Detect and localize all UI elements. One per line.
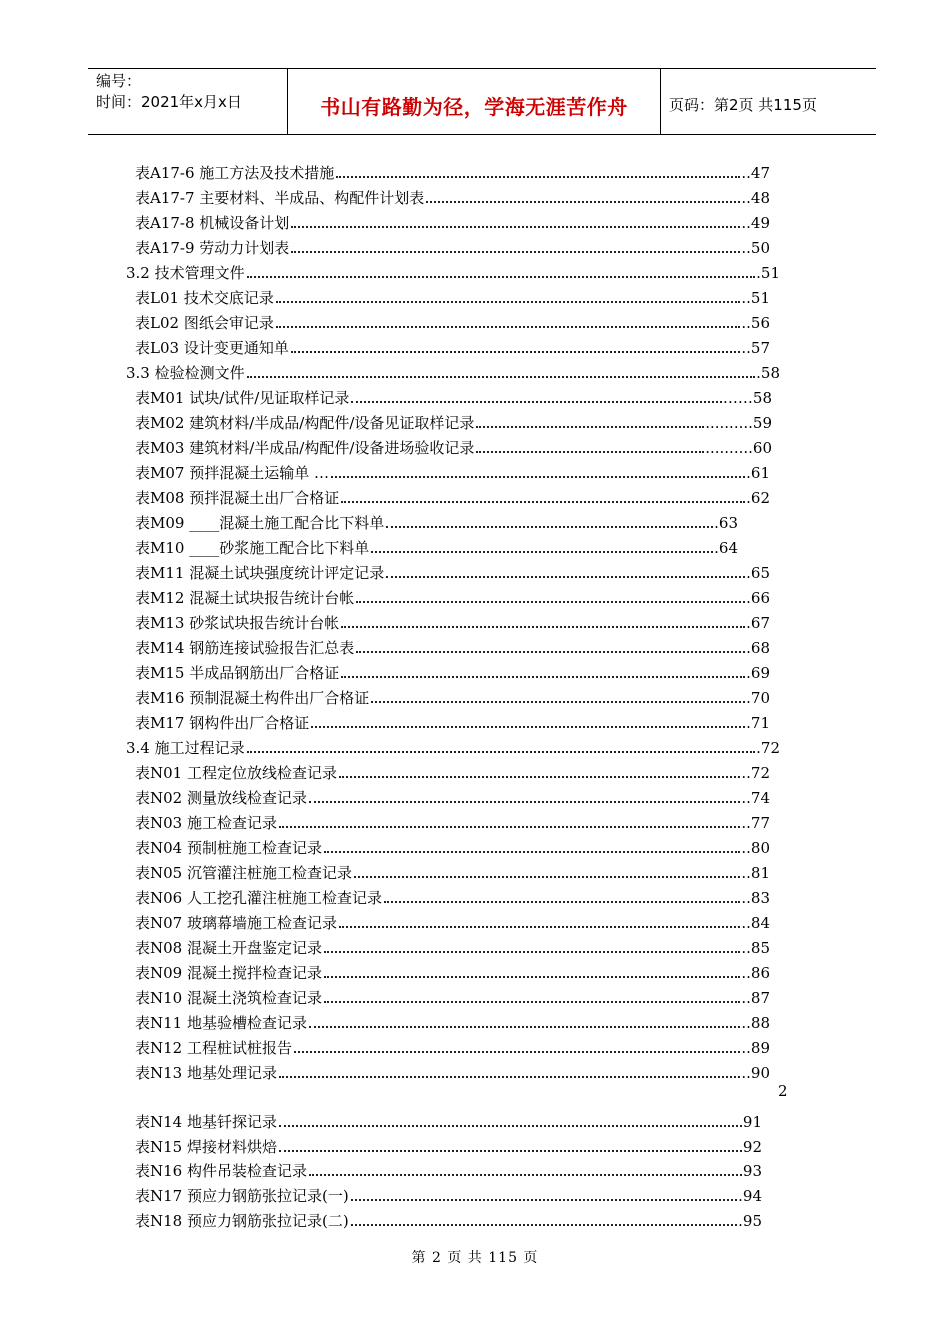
toc-leader-dots [384,901,740,903]
toc-entry-page: .62 [746,489,770,507]
toc-entry-page: .65 [746,564,770,582]
toc-entry [135,410,772,432]
toc-entry-page: ..80 [741,839,770,857]
toc-entry-page: ..90 [741,1064,770,1082]
toc-entry-label: 表N07 玻璃幕墙施工检查记录 [135,914,337,932]
toc-entry [135,1208,762,1230]
toc-leader-dots [351,1199,737,1201]
toc-entry-page: .69 [746,664,770,682]
toc-entry-label: 表N05 沉管灌注桩施工检查记录 [135,864,352,882]
toc-entry-label: 表N11 地基验槽检查记录 [135,1014,307,1032]
toc-entry [135,460,770,482]
page-number: 2 [778,1082,788,1100]
toc-leader-dots [341,501,745,503]
toc-entry [135,435,772,457]
toc-entry-page: .63 [714,514,738,532]
toc-leader-dots [324,851,740,853]
toc-entry-label: 3.4 施工过程记录 [126,739,245,757]
toc-entry [135,1158,762,1180]
toc-leader-dots [309,1026,740,1028]
toc-entry-page: ..48 [741,189,770,207]
toc-entry [135,935,770,957]
toc-leader-dots [371,551,713,553]
toc-leader-dots [291,251,740,253]
toc-leader-dots [291,226,740,228]
toc-entry-label: 表M12 混凝土试块报告统计台帐 [135,589,355,607]
toc-leader-dots [276,301,741,303]
toc-leader-dots [336,176,740,178]
toc-entry-page: ..47 [741,164,770,182]
toc-entry-page: .70 [746,689,770,707]
toc-leader-dots [339,926,740,928]
toc-entry [135,210,770,232]
toc-entry-label: 表N09 混凝土搅拌检查记录 [135,964,322,982]
toc-leader-dots [386,526,713,528]
toc-entry-label: 表N14 地基钎探记录 [135,1113,277,1131]
toc-entry-label: 表N10 混凝土浇筑检查记录 [135,989,322,1007]
toc-entry-page: .66 [746,589,770,607]
toc-leader-dots [311,726,745,728]
toc-entry-page: .58 [756,364,780,382]
header-page-cell [661,69,876,134]
motto-text: 书山有路勤为径，学海无涯苦作舟 [320,95,628,119]
toc-entry-page: .67 [746,614,770,632]
toc-entry [135,610,770,632]
toc-entry-label: 表N17 预应力钢筋张拉记录(一) [135,1187,349,1205]
toc-entry [135,1035,770,1057]
page-info: 页码：第2页 共115页 [669,96,817,114]
toc-entry-label: 表N01 工程定位放线检查记录 [135,764,337,782]
toc-entry [135,1060,770,1082]
toc-entry [126,735,780,757]
toc-entry-page: ..81 [741,864,770,882]
toc-entry [135,985,770,1007]
toc-leader-dots [279,1076,740,1078]
toc-entry-page: ..89 [741,1039,770,1057]
toc-entry-label: 表M02 建筑材料/半成品/构配件/设备见证取样记录 [135,414,475,432]
toc-entry-page: 93 [742,1162,762,1180]
toc-entry-page: ..83 [741,889,770,907]
toc-entry-label: 表A17-8 机械设备计划 [135,214,290,232]
toc-leader-dots [247,376,756,378]
toc-entry-label: 表L03 设计变更通知单 [135,339,289,357]
toc-leader-dots [476,451,704,453]
header-table [88,68,876,135]
toc-entry [135,310,770,332]
toc-entry [135,185,770,207]
toc-leader-dots [247,276,756,278]
toc-leader-dots [247,751,756,753]
toc-leader-dots [356,601,745,603]
toc-entry-page: .95 [738,1212,762,1230]
toc-entry [135,560,770,582]
toc-entry-label: 表M08 预拌混凝土出厂合格证 [135,489,340,507]
header-left-cell [88,69,288,134]
toc-leader-dots [339,776,740,778]
toc-entry [135,535,738,557]
toc-entry-label: 表M11 混凝土试块强度统计评定记录 [135,564,385,582]
toc-entry-page: .68 [746,639,770,657]
toc-entry-page: ..88 [741,1014,770,1032]
toc-entry-label: 表N02 测量放线检查记录 [135,789,307,807]
toc-leader-dots [324,976,740,978]
toc-leader-dots [324,1001,740,1003]
toc-leader-dots [351,401,722,403]
toc-leader-dots [324,951,740,953]
toc-entry-label: 表M17 钢构件出厂合格证 [135,714,310,732]
page-footer: 第 2 页 共 115 页 [411,1250,539,1266]
toc-leader-dots [371,701,745,703]
toc-entry-page: ..........59 [705,414,772,432]
toc-entry-page: ..57 [741,339,770,357]
toc-entry-label: 表N13 地基处理记录 [135,1064,277,1082]
toc-leader-dots [331,476,745,478]
toc-entry [135,385,772,407]
toc-entry-page: .61 [746,464,770,482]
toc-entry [135,835,770,857]
toc-leader-dots [426,201,740,203]
toc-leader-dots [356,651,745,653]
toc-entry-page: .72 [756,739,780,757]
toc-leader-dots [294,1051,740,1053]
toc-entry-label: 表M16 预制混凝土构件出厂合格证 [135,689,370,707]
toc-entry [135,685,770,707]
toc-entry [135,585,770,607]
toc-entry [135,510,738,532]
toc-entry-label: 表A17-7 主要材料、半成品、构配件计划表 [135,189,425,207]
toc-entry-label: 表M01 试块/试件/见证取样记录 [135,389,350,407]
toc-entry [135,235,770,257]
toc-entry [135,160,770,182]
toc-entry [135,810,770,832]
toc-entry [135,285,770,307]
toc-entry-label: 表M15 半成品钢筋出厂合格证 [135,664,340,682]
toc-entry-label: 表M10 ____砂浆施工配合比下料单 [135,539,370,557]
toc-entry-page: ..50 [741,239,770,257]
toc-leader-dots [351,1224,737,1226]
toc-entry-page: ……58 [722,389,772,407]
toc-leader-dots [386,576,745,578]
toc-entry [126,260,780,282]
toc-entry-page: .71 [746,714,770,732]
toc-leader-dots [354,876,740,878]
toc-entry-page: ..77 [741,814,770,832]
toc-leader-dots [279,1150,742,1152]
toc-entry [135,1010,770,1032]
toc-entry-page: ..74 [741,789,770,807]
toc-entry-page: ..87 [741,989,770,1007]
toc-entry-page: 91 [742,1113,762,1131]
code-label: 编号： [96,72,142,90]
toc-entry-label: 表N12 工程桩试桩报告 [135,1039,292,1057]
toc-entry-label: 3.3 检验检测文件 [126,364,245,382]
toc-entry-label: 表N15 焊接材料烘焙 [135,1138,277,1156]
toc-entry-label: 表A17-9 劳动力计划表 [135,239,290,257]
toc-entry [135,1109,762,1131]
toc-leader-dots [309,1174,742,1176]
toc-entry-page: ..56 [741,314,770,332]
toc-entry-label: 表A17-6 施工方法及技术措施 [135,164,335,182]
toc-entry [135,710,770,732]
toc-leader-dots [341,676,745,678]
toc-entry [135,960,770,982]
toc-entry-page: ..86 [741,964,770,982]
toc-entry-label: 表M09 ____混凝土施工配合比下料单 [135,514,385,532]
toc-leader-dots [279,826,740,828]
toc-entry [135,1183,762,1205]
toc-entry-label: 表N18 预应力钢筋张拉记录(二) [135,1212,349,1230]
toc-entry [135,485,770,507]
toc-entry-label: 表M14 钢筋连接试验报告汇总表 [135,639,355,657]
toc-entry-label: 表N03 施工检查记录 [135,814,277,832]
toc-entry-label: 表N16 构件吊装检查记录 [135,1162,307,1180]
toc-entry-page: .64 [714,539,738,557]
toc-leader-dots [279,1125,742,1127]
toc-entry [135,660,770,682]
toc-entry [135,635,770,657]
toc-entry [135,785,770,807]
toc-leader-dots [341,626,745,628]
toc-entry-page: ..72 [741,764,770,782]
toc-entry-page: ..........60 [705,439,772,457]
toc-entry [135,910,770,932]
toc-leader-dots [276,326,741,328]
toc-leader-dots [291,351,741,353]
toc-entry-label: 表L02 图纸会审记录 [135,314,274,332]
toc-entry-page: 92 [742,1138,762,1156]
toc-entry-label: 表N08 混凝土开盘鉴定记录 [135,939,322,957]
toc-entry [135,860,770,882]
toc-entry [135,885,770,907]
toc-leader-dots [309,801,740,803]
toc-entry-page: ..51 [741,289,770,307]
toc-entry [135,335,770,357]
header-motto-cell [288,69,661,134]
toc-leader-dots [476,426,704,428]
toc-entry-page: .51 [756,264,780,282]
toc-entry-label: 表M07 预拌混凝土运输单 … [135,464,329,482]
toc-entry [135,1134,762,1156]
toc-entry-label: 3.2 技术管理文件 [126,264,245,282]
toc-entry-page: ..84 [741,914,770,932]
toc-entry-page: .94 [738,1187,762,1205]
toc-entry-label: 表L01 技术交底记录 [135,289,274,307]
toc-entry-label: 表N04 预制桩施工检查记录 [135,839,322,857]
toc-entry-label: 表M13 砂浆试块报告统计台帐 [135,614,340,632]
time-label: 时间：2021年x月x日 [96,93,242,111]
toc-entry [126,360,780,382]
toc-entry [135,760,770,782]
toc-entry-page: ..49 [741,214,770,232]
toc-entry-label: 表M03 建筑材料/半成品/构配件/设备进场验收记录 [135,439,475,457]
toc-entry-page: ..85 [741,939,770,957]
toc-entry-label: 表N06 人工挖孔灌注桩施工检查记录 [135,889,382,907]
